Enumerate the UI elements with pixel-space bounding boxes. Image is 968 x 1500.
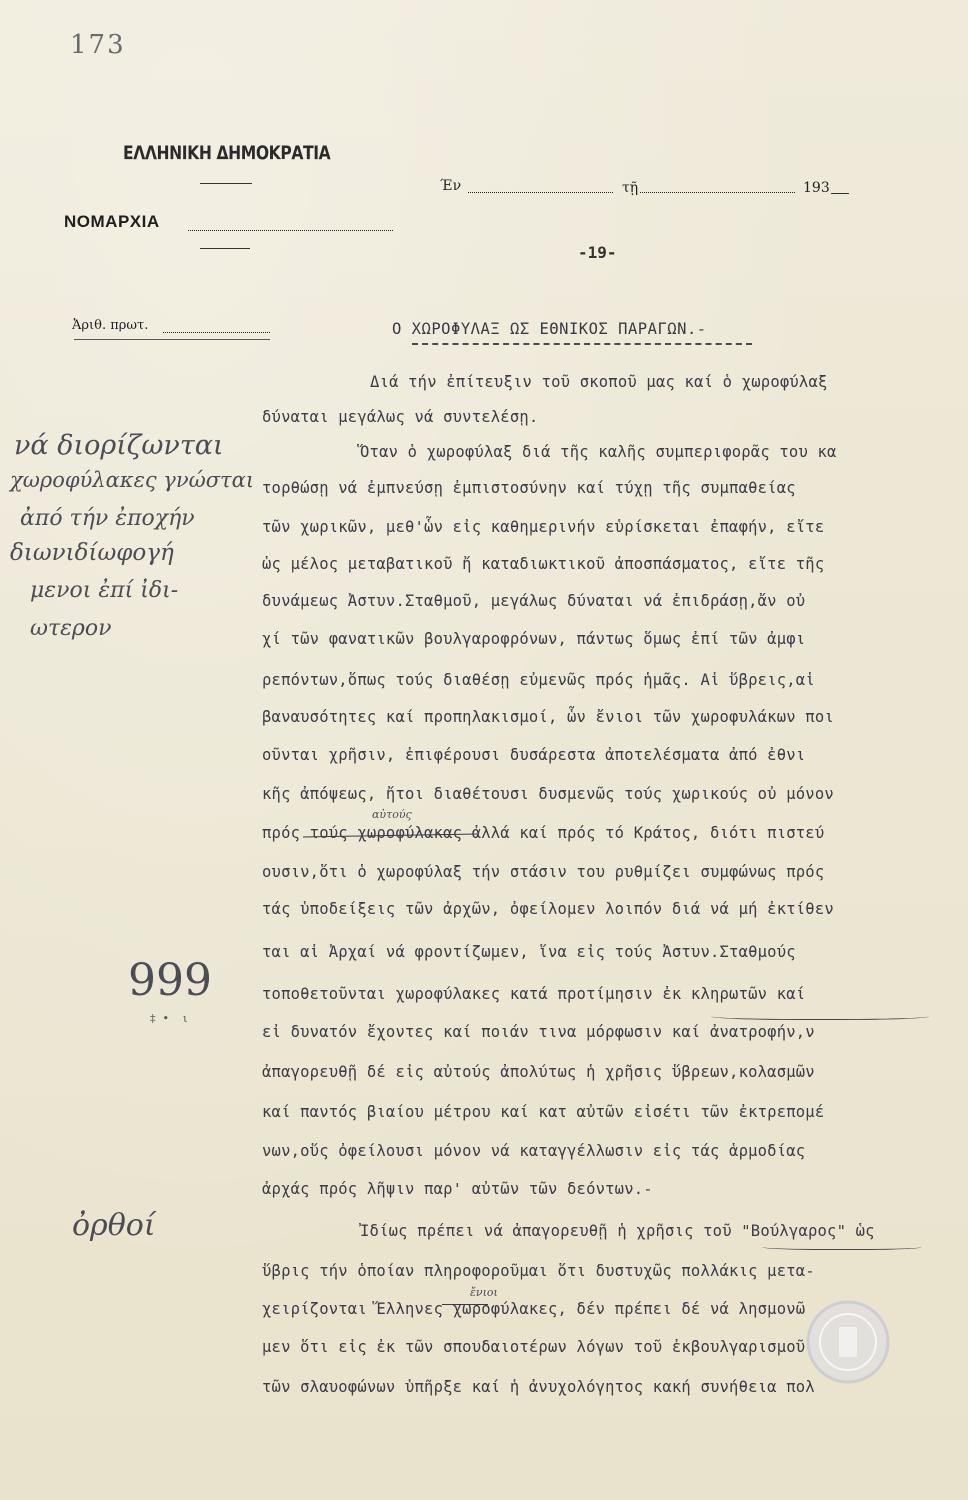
body-line: τῶν χωρικῶν, μεθ'ὧν εἰς καθημερινήν εὑρίσκεται ἐπαφήν, εἴτε — [262, 518, 825, 536]
margin-note-line: ωτερον — [30, 616, 112, 641]
body-line: ὕβρις τήν ὁποίαν πληροφοροῦμαι ὅτι δυστυχῶς πολλάκις μετα- — [262, 1262, 815, 1280]
margin-handwritten-word: ὀρθοί — [72, 1208, 156, 1243]
body-line: πρός τούς χωροφύλακας ἀλλά καί πρός τό Κράτος, διότι πιστεύ — [262, 824, 825, 842]
day-label: τῇ — [622, 180, 639, 196]
body-line: κῆς ἀπόψεως, ἤτοι διαθέτουσι δυσμενῶς τούς χωρικούς οὐ μόνον — [262, 785, 834, 803]
body-line: χειρίζονται Ἕλληνες χωροφύλακες, δέν πρέπει δέ νά λησμονῶ — [262, 1300, 806, 1318]
section-title: Ο ΧΩΡΟΦΥΛΑΞ ΩΣ ΕΘΝΙΚΟΣ ΠΑΡΑΓΩΝ.- — [392, 320, 707, 338]
body-line: δυνάμεως Ἀστυν.Σταθμοῦ, μεγάλως δύναται νά ἐπιδράσῃ,ἄν οὐ — [262, 592, 806, 610]
body-line: Ἰδίως πρέπει νά ἀπαγορευθῇ ἡ χρῆσις τοῦ "Βούλγαρος" ὡς — [360, 1222, 875, 1240]
margin-note-line: χωροφύλακες γνώσται — [10, 468, 255, 492]
handwritten-underline — [711, 1011, 929, 1020]
typed-page-number: -19- — [578, 243, 617, 262]
handwritten-underline — [762, 1243, 922, 1250]
body-line: δύναται μεγάλως νά συντελέσῃ. — [262, 408, 539, 426]
body-line: μεν ὅτι εἰς ἐκ τῶν σπουδαιοτέρων λόγων τοῦ ἐκβουλγαρισμοῦ — [262, 1338, 806, 1356]
day-dotline — [640, 192, 795, 193]
strikethrough-mark — [442, 1304, 488, 1305]
body-line: ἀρχάς πρός λῆψιν παρ' αὐτῶν τῶν δεόντων.- — [262, 1180, 653, 1198]
margin-note-line: ἀπό τήν ἐποχήν — [20, 506, 195, 531]
title-underline — [412, 343, 752, 345]
body-line: ἀπαγορευθῇ δέ εἰς αὐτούς ἀπολύτως ἡ χρῆσις ὕβρεων,κολασμῶν — [262, 1063, 815, 1081]
margin-dots: ‡ • ι — [150, 1012, 188, 1025]
body-line: τῶν σλαυοφώνων ὑπῆρξε καί ἡ ἀνυχολόγητος κακή συνήθεια πολ — [262, 1378, 815, 1396]
margin-handwritten-number: 999 — [128, 955, 212, 1006]
body-line: τορθώσῃ νά ἐμπνεύσῃ ἐμπιστοσύνην καί τύχῃ τῆς συμπαθείας — [262, 479, 796, 497]
year-prefix: 193 — [803, 180, 830, 196]
protocol-underline — [74, 339, 270, 340]
margin-note-line: μενοι ἐπί ἰδι- — [30, 578, 179, 603]
letterhead-rule — [200, 183, 252, 184]
body-line: ὡς μέλος μεταβατικοῦ ἤ καταδιωκτικοῦ ἀποσπάσματος, εἴτε τῆς — [262, 555, 825, 573]
protocol-label: Ἀριθ. πρωτ. — [72, 318, 149, 333]
letterhead-government: ΕΛΛΗΝΙΚΗ ΔΗΜΟΚΡΑΤΙΑ — [123, 142, 331, 164]
handwritten-insertion: αὐτούς — [372, 808, 412, 821]
body-line: εἰ δυνατόν ἔχοντες καί ποιάν τινα μόρφωσιν καί ἀνατροφήν,ν — [262, 1023, 815, 1041]
body-line: τάς ὑποδείξεις τῶν ἀρχῶν, ὀφείλομεν λοιπόν διά νά μή ἐκτίθεν — [262, 900, 834, 918]
body-line: οῦνται χρῆσιν, ἐπιφέρουσι δυσάρεστα ἀποτελέσματα ἀπό ἐθνι — [262, 746, 806, 764]
prefecture-rule — [200, 248, 250, 249]
body-line: νων,οὕς ὀφείλουσι μόνον νά καταγγέλλωσιν εἰς τάς ἁρμοδίας — [262, 1142, 806, 1160]
place-dotline — [468, 192, 613, 193]
margin-note-line: διωνιδίωφογή — [10, 540, 174, 566]
body-line: βαναυσότητες καί προπηλακισμοί, ὧν ἔνιοι τῶν χωροφυλάκων ποι — [262, 708, 834, 726]
archive-seal-stamp — [803, 1297, 893, 1387]
body-line: τοποθετοῦνται χωροφύλακες κατά προτίμησιν ἐκ κληρωτῶν καί — [262, 985, 806, 1003]
body-line: ρεπόντων,ὅπως τούς διαθέσῃ εὐμενῶς πρός ἡμᾶς. Αἱ ὕβρεις,αἱ — [262, 671, 815, 689]
margin-note-line: νά διορίζωνται — [14, 430, 224, 461]
handwritten-insertion: ἔνιοι — [470, 1286, 498, 1299]
prefecture-dotline — [188, 230, 393, 231]
year-rule — [831, 193, 849, 194]
body-line: ται αἱ Ἀρχαί νά φροντίζωμεν, ἵνα εἰς τούς Ἀστυν.Σταθμούς — [262, 943, 796, 961]
archive-page-number: 173 — [70, 30, 126, 60]
body-line: χί τῶν φανατικῶν βουλγαροφρόνων, πάντως ὅμως ἐπί τῶν ἀμφι — [262, 630, 806, 648]
protocol-dotline — [163, 332, 270, 333]
body-line: καί παντός βιαίου μέτρου καί κατ αὐτῶν εἰσέτι τῶν ἐκτρεπομέ — [262, 1103, 825, 1121]
prefecture-label: ΝΟΜΑΡΧΙΑ — [64, 212, 160, 231]
body-line: Ὅταν ὁ χωροφύλαξ διά τῆς καλῆς συμπεριφορᾶς του κα — [360, 443, 837, 461]
body-line: Διά τήν ἐπίτευξιν τοῦ σκοποῦ μας καί ὁ χωροφύλαξ — [370, 373, 828, 391]
place-label: Έν — [440, 178, 462, 194]
body-line: ουσιν,ὅτι ὁ χωροφύλαξ τήν στάσιν του ρυθμίζει συμφώνως πρός — [262, 863, 825, 881]
